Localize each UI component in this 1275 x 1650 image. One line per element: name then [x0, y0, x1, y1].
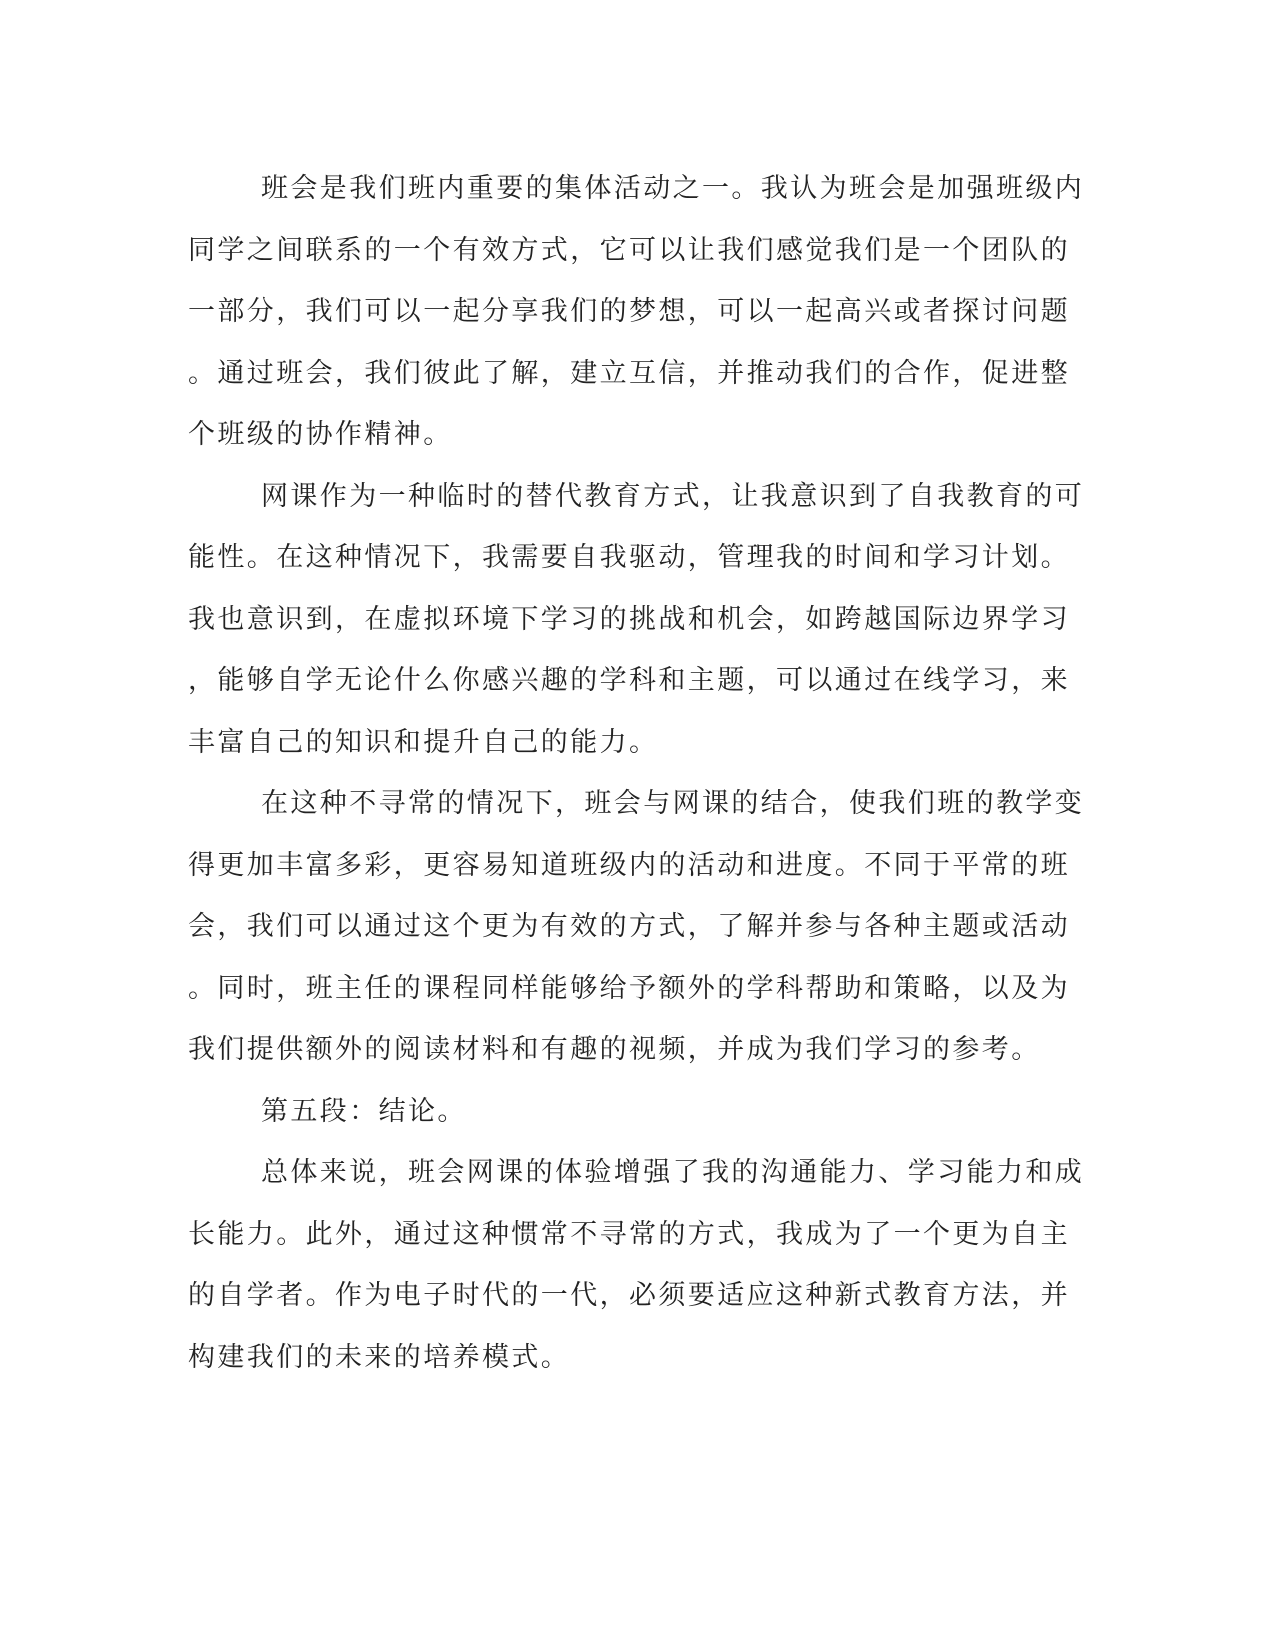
text-line: 我们提供额外的阅读材料和有趣的视频，并成为我们学习的参考。 — [188, 1034, 1041, 1065]
text-line: 总体来说，班会网课的体验增强了我的沟通能力、学习能力和成 — [261, 1157, 1085, 1188]
text-line: 班会是我们班内重要的集体活动之一。我认为班会是加强班级内 — [261, 173, 1085, 204]
text-line: 能性。在这种情况下，我需要自我驱动，管理我的时间和学习计划。 — [188, 542, 1070, 573]
text-line: 。通过班会，我们彼此了解，建立互信，并推动我们的合作，促进整 — [188, 357, 1070, 389]
text-line: 。同时，班主任的课程同样能够给予额外的学科帮助和策略，以及为 — [188, 972, 1070, 1004]
text-line: 第五段：结论。 — [261, 1095, 467, 1127]
text-line: ，能够自学无论什么你感兴趣的学科和主题，可以通过在线学习，来 — [188, 665, 1070, 696]
document-body — [188, 158, 1085, 1388]
text-line: 丰富自己的知识和提升自己的能力。 — [188, 726, 659, 758]
text-line: 我也意识到，在虚拟环境下学习的挑战和机会，如跨越国际边界学习 — [188, 603, 1070, 635]
text-line: 网课作为一种临时的替代教育方式，让我意识到了自我教育的可 — [261, 480, 1085, 512]
text-line: 同学之间联系的一个有效方式，它可以让我们感觉我们是一个团队的 — [188, 234, 1070, 266]
text-line: 在这种不寻常的情况下，班会与网课的结合，使我们班的教学变 — [261, 788, 1085, 819]
text-line: 一部分，我们可以一起分享我们的梦想，可以一起高兴或者探讨问题 — [188, 296, 1070, 327]
text-line: 个班级的协作精神。 — [188, 419, 453, 450]
text-line: 构建我们的未来的培养模式。 — [188, 1341, 571, 1373]
text-line: 会，我们可以通过这个更为有效的方式，了解并参与各种主题或活动 — [188, 911, 1070, 942]
text-line: 的自学者。作为电子时代的一代，必须要适应这种新式教育方法，并 — [188, 1280, 1070, 1311]
text-line: 得更加丰富多彩，更容易知道班级内的活动和进度。不同于平常的班 — [188, 849, 1070, 881]
text-line: 长能力。此外，通过这种惯常不寻常的方式，我成为了一个更为自主 — [188, 1218, 1070, 1250]
